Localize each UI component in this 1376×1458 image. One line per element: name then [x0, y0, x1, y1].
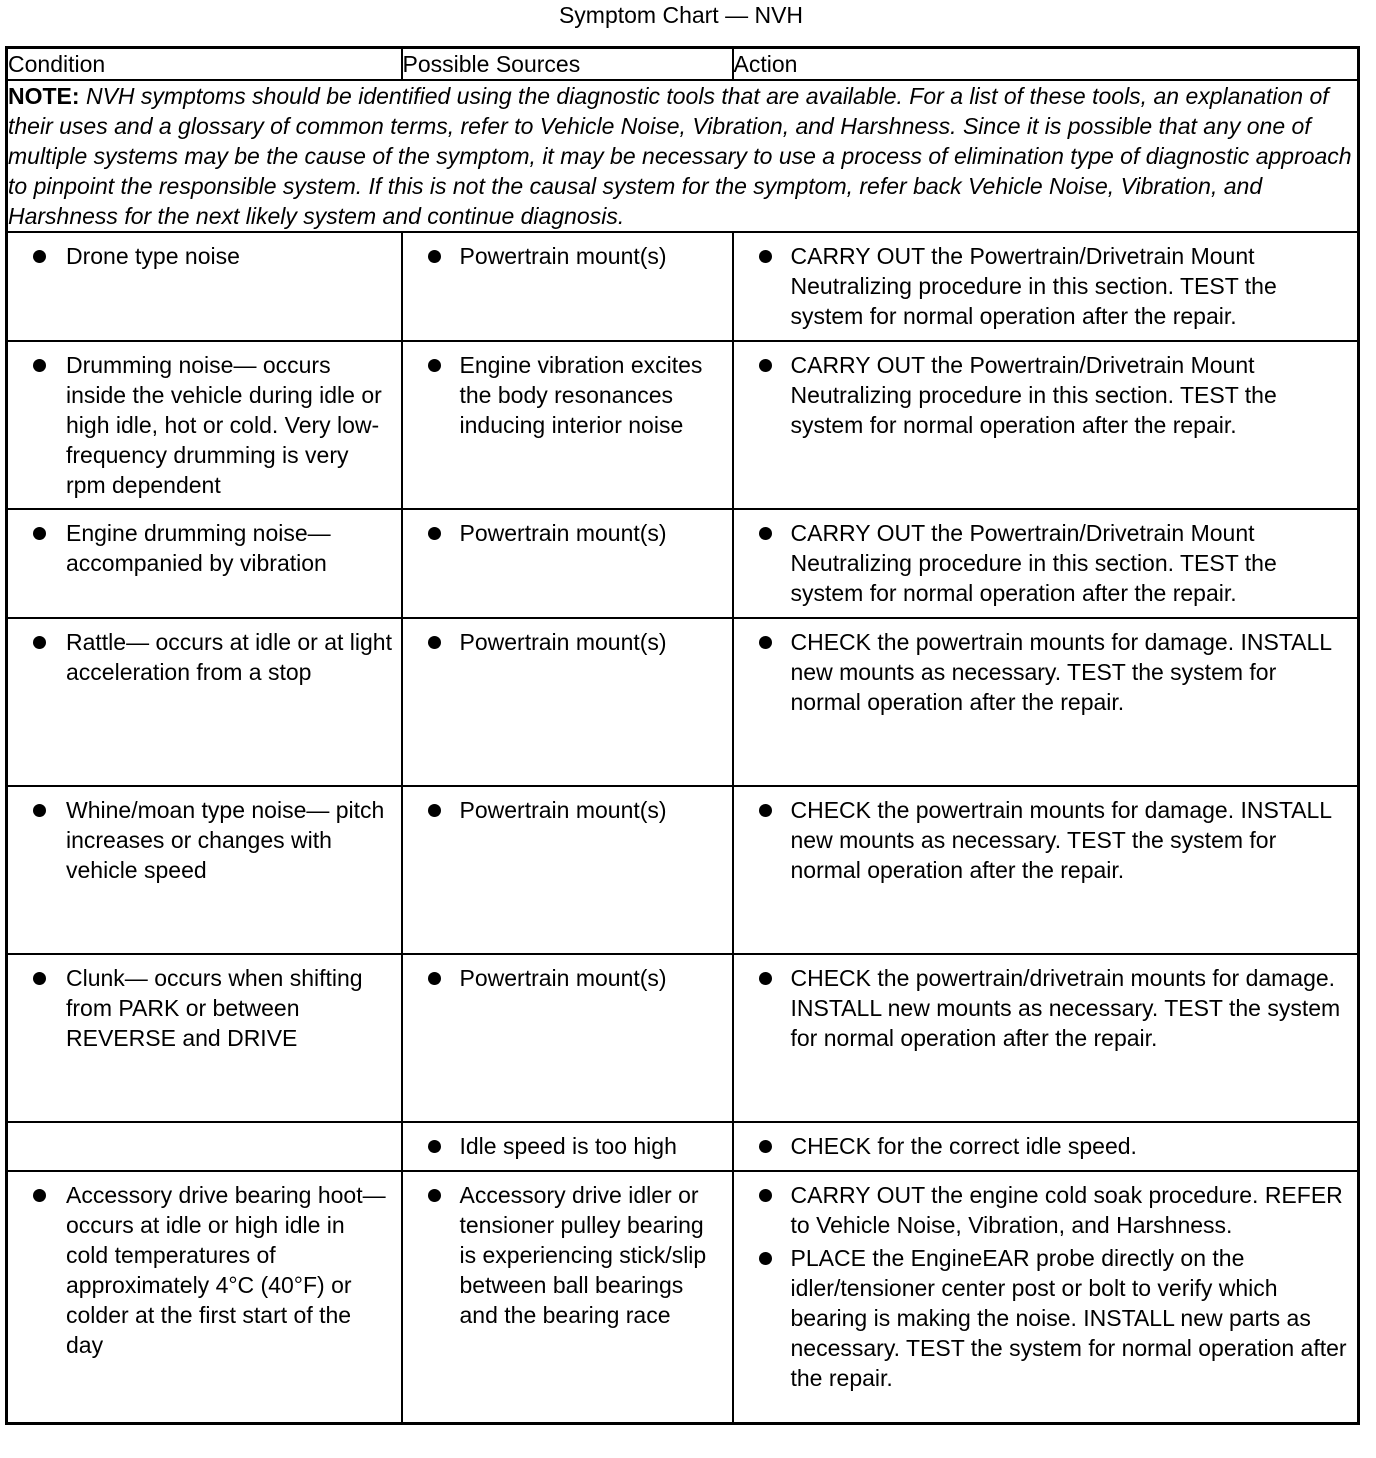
action-item [734, 518, 1350, 608]
bullet-icon [33, 972, 46, 985]
action-text: CARRY OUT the Powertrain/Drivetrain Mount Neutralizing procedure in this section. TEST the system for normal operation after the repair. [790, 352, 1277, 438]
note-label: NOTE: [8, 83, 80, 109]
action-item [734, 350, 1350, 440]
bullet-icon [428, 250, 441, 263]
table-row [7, 954, 1359, 1122]
symptom-table [5, 46, 1360, 1425]
bullet-icon [33, 1189, 46, 1202]
condition-item [8, 963, 393, 1053]
bullet-icon [33, 250, 46, 263]
bullet-icon [33, 804, 46, 817]
source-cell [402, 232, 733, 341]
action-item [734, 963, 1350, 1053]
condition-cell [7, 786, 402, 954]
source-text: Accessory drive idler or tensioner pulley bearing is experiencing stick/slip between ball bearings and the bearing race [459, 1182, 707, 1328]
condition-cell [7, 341, 402, 509]
page-title: Symptom Chart — NVH [558, 2, 804, 28]
header-action: Action [733, 48, 1359, 81]
bullet-icon [759, 527, 772, 540]
bullet-icon [428, 359, 441, 372]
bullet-icon [428, 972, 441, 985]
action-item [734, 1131, 1350, 1161]
source-text: Powertrain mount(s) [459, 243, 667, 269]
table-row [7, 509, 1359, 618]
bullet-icon [759, 1189, 772, 1202]
source-item [403, 350, 724, 440]
condition-text: Accessory drive bearing hoot— occurs at idle or high idle in cold temperatures of approximately 4°C (40°F) or colder at the first start of the day [66, 1182, 386, 1358]
action-item [734, 795, 1350, 885]
bullet-icon [759, 972, 772, 985]
action-text: CHECK the powertrain mounts for damage. INSTALL new mounts as necessary. TEST the system for normal operation after the repair. [790, 629, 1332, 715]
bullet-icon [33, 636, 46, 649]
condition-cell [7, 1171, 402, 1423]
action-cell [733, 341, 1359, 509]
action-text: CARRY OUT the engine cold soak procedure. REFER to Vehicle Noise, Vibration, and Harshness. [790, 1182, 1343, 1238]
condition-cell [7, 954, 402, 1122]
action-cell [733, 509, 1359, 618]
bullet-icon [428, 1189, 441, 1202]
table-row [7, 1122, 1359, 1171]
source-text: Powertrain mount(s) [459, 629, 667, 655]
source-cell [402, 509, 733, 618]
bullet-icon [428, 1140, 441, 1153]
bullet-icon [33, 527, 46, 540]
action-cell [733, 954, 1359, 1122]
condition-cell [7, 232, 402, 341]
condition-cell-empty [7, 1122, 402, 1171]
action-text: PLACE the EngineEAR probe directly on the idler/tensioner center post or bolt to verify which bearing is making the noise. INSTALL new parts as necessary. TEST the system for normal operation after the repair. [790, 1245, 1347, 1391]
bullet-icon [759, 1140, 772, 1153]
header-sources: Possible Sources [402, 48, 733, 81]
bullet-icon [759, 804, 772, 817]
source-cell [402, 1122, 733, 1171]
table-row [7, 341, 1359, 509]
condition-text: Drumming noise— occurs inside the vehicle during idle or high idle, hot or cold. Very low-frequency drumming is very rpm dependent [66, 352, 382, 498]
source-item [403, 518, 724, 548]
action-text: CHECK the powertrain/drivetrain mounts for damage. INSTALL new mounts as necessary. TEST the system for normal operation after the repair. [790, 965, 1341, 1051]
source-item [403, 963, 724, 993]
bullet-icon [428, 527, 441, 540]
action-cell [733, 786, 1359, 954]
note-text: NVH symptoms should be identified using the diagnostic tools that are available. For a list of these tools, an explanation of their uses and a glossary of common terms, refer to Vehicle Noise, Vibration, and Harshness. Since it is possible that any one of multiple systems may be the cause of the symptom, it may be necessary to use a process of elimination type of diagnostic approach to pinpoint the responsible system. If this is not the causal system for the symptom, refer back Vehicle Noise, Vibration, and Harshness for the next likely system and continue diagnosis. [8, 83, 1352, 229]
action-cell [733, 1171, 1359, 1423]
source-cell [402, 954, 733, 1122]
action-cell [733, 618, 1359, 786]
condition-text: Drone type noise [66, 243, 240, 269]
source-item [403, 1131, 724, 1161]
source-text: Powertrain mount(s) [459, 965, 667, 991]
source-cell [402, 618, 733, 786]
note-row [7, 80, 1359, 232]
action-item [734, 241, 1350, 331]
source-text: Powertrain mount(s) [459, 520, 667, 546]
action-item [734, 627, 1350, 717]
header-row [7, 48, 1359, 81]
bullet-icon [759, 250, 772, 263]
action-text: CARRY OUT the Powertrain/Drivetrain Mount Neutralizing procedure in this section. TEST the system for normal operation after the repair. [790, 243, 1277, 329]
source-cell [402, 1171, 733, 1423]
source-item [403, 795, 724, 825]
action-item [734, 1243, 1350, 1393]
bullet-icon [428, 636, 441, 649]
action-text: CHECK for the correct idle speed. [790, 1133, 1137, 1159]
condition-item [8, 518, 393, 578]
condition-item [8, 241, 393, 271]
action-text: CHECK the powertrain mounts for damage. INSTALL new mounts as necessary. TEST the system for normal operation after the repair. [790, 797, 1332, 883]
bullet-icon [759, 1252, 772, 1265]
condition-item [8, 1180, 393, 1360]
condition-cell [7, 509, 402, 618]
bullet-icon [759, 636, 772, 649]
source-text: Powertrain mount(s) [459, 797, 667, 823]
header-condition: Condition [7, 48, 402, 81]
condition-item [8, 350, 393, 500]
note-cell [7, 80, 1359, 232]
table-row [7, 618, 1359, 786]
action-cell [733, 232, 1359, 341]
source-cell [402, 786, 733, 954]
table-row [7, 786, 1359, 954]
condition-item [8, 795, 393, 885]
source-item [403, 1180, 724, 1330]
condition-item [8, 627, 393, 687]
condition-text: Rattle— occurs at idle or at light acceleration from a stop [66, 629, 392, 685]
table-row [7, 1171, 1359, 1423]
table-row [7, 232, 1359, 341]
bullet-icon [428, 804, 441, 817]
condition-text: Clunk— occurs when shifting from PARK or between REVERSE and DRIVE [66, 965, 363, 1051]
source-item [403, 241, 724, 271]
bullet-icon [759, 359, 772, 372]
source-cell [402, 341, 733, 509]
source-text: Idle speed is too high [459, 1133, 677, 1159]
action-cell [733, 1122, 1359, 1171]
action-item [734, 1180, 1350, 1240]
source-text: Engine vibration excites the body resonances inducing interior noise [459, 352, 703, 438]
condition-text: Engine drumming noise— accompanied by vibration [66, 520, 331, 576]
condition-cell [7, 618, 402, 786]
condition-text: Whine/moan type noise— pitch increases or changes with vehicle speed [66, 797, 385, 883]
bullet-icon [33, 359, 46, 372]
action-text: CARRY OUT the Powertrain/Drivetrain Mount Neutralizing procedure in this section. TEST the system for normal operation after the repair. [790, 520, 1277, 606]
source-item [403, 627, 724, 657]
